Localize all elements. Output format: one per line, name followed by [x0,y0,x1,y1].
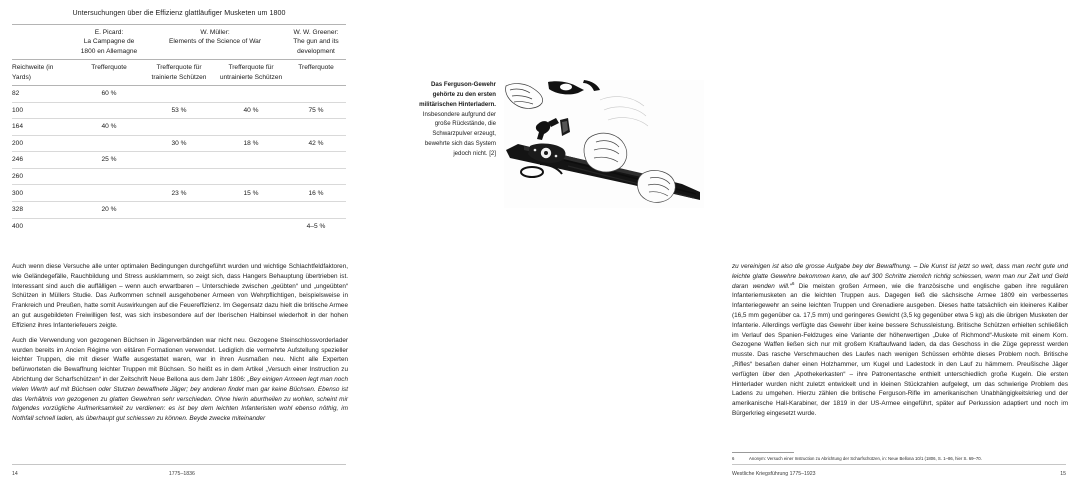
running-head-right: Westliche Kriegsführung 1775–1923 [732,471,816,477]
running-head-left: 1775–1836 [168,471,195,477]
footnote-text: Anonym: Versuch einer Instruction zu Abrichtung der Scharfschützen, in: Neue Bellona 10/1 (1806, S. 1–86, hier S. 69–70. [749,456,982,462]
column-header-picard-rate: Trefferquote [76,60,144,86]
cell-greener [288,86,346,103]
cell-greener: 16 % [288,185,346,202]
cell-picard [76,102,144,119]
table-row [12,185,346,202]
cell-range: 328 [12,202,76,219]
paragraph-left-2-quote: „Bey einigen Armeen legt man noch vielen Werth auf mit Büchsen oder Stutzen bewaffnete Jäger; bey anderen findet man gar keine Büchsen. Ebenso ist das Verhältnis von gezogenen zu glatten Gewehren sehr verschieden. Ohne hierin aburtheilen zu wohlen, scheint mir folgendes vorzügliche Aufmerksamkeit zu verdienen: es ist bey dem leichten Infanteristen wohl ebenso nöthig, im Nothfall schnell laden, als überhaupt gut schiessen zu können. Beyde zwecke miteinander [12,375,348,423]
cell-trained [144,152,216,169]
cell-picard [76,135,144,152]
cell-picard [76,218,144,234]
table-source-header-row [12,25,346,60]
page-number-right: 15 [1060,471,1066,477]
page-left [0,0,360,495]
ferguson-rifle-engraving-icon [504,80,704,208]
source-mueller [144,25,288,60]
column-header-trained-rate: Trefferquote für trainierte Schützen [144,60,216,86]
footnote-marker: 6 [791,280,795,286]
paragraph-right-1-text: Die meisten großen Armeen, wie die französische und englische gaben ihre regulären Infanteriemusketen an die leichten Truppen aus. Dagegen ließ die sächsische Armee 1809 ein verbessertes Infanteriegewehr an seine leichten Truppen und Grenadiere ausgeben. Dieses hatte tatsächlich ein kleineres Kaliber (16,5 mm gegenüber ca. 17,5 mm) und geringeres Gewicht (3,5 kg gegenüber etwa 5 kg) als die übrigen Musketen der Infanterie. Allerdings verfügte das Gewehr über keine bessere Schussleistung. Britische Schützen erhielten schließlich im Verlauf des Spanien-Feldzuges eine Variante der höherwertigen „Duke of Richmond“-Muskete mit einem Korn. Gezogene Waffen ließen sich nur mit großem Kraftaufwand laden, da das Geschoss in die Züge gepresst werden musste. Das rasche Verschmauchen des Laufes nach wenigen Schüssen erhöhte dieses Problem noch. Britische „Rifles“ besaßen daher einen Holzhammer, um Kugel und Ladestock in den Lauf zu hämmern. Preußische Jäger verfügten über den „Apothekerkasten“ – ihre Patronentasche enthielt unterschiedlich große Kugeln. Die ersten Hinterlader wurden nicht zuletzt entwickelt und in kleinen Stückzahlen aufgelegt, um das schwierige Problem des Ladens zu umgehen. Hierzu zählen die britische Ferguson-Rifle im amerikanischen Unabhängigkeitskrieg und der amerikanische Hall-Karabiner, der 1819 in der US-Armee eingeführt, später auf Perkussion adaptiert und noch im Bürgerkrieg eingesetzt wurde. [732,282,1068,417]
cell-greener [288,119,346,136]
cell-picard: 25 % [76,152,144,169]
cell-untrained [216,152,288,169]
table-row [12,152,346,169]
cell-untrained [216,202,288,219]
paragraph-left-2 [12,336,348,424]
musket-efficiency-table [12,24,346,234]
source-picard-work: La Campagne de 1800 en Allemagne [80,38,138,55]
figure-illustration [504,80,704,208]
cell-greener [288,202,346,219]
cell-trained [144,119,216,136]
cell-untrained: 40 % [216,102,288,119]
table-column-header-row [12,60,346,86]
cell-range: 260 [12,168,76,185]
cell-untrained [216,168,288,185]
cell-range: 100 [12,102,76,119]
source-picard [76,25,144,60]
footnote-number: 6 [732,456,735,462]
cell-greener: 42 % [288,135,346,152]
cell-trained: 53 % [144,102,216,119]
body-text-right-column [732,262,1068,424]
footer-right [732,471,1066,487]
footnote-rule [732,452,794,453]
cell-untrained [216,218,288,234]
cell-picard: 60 % [76,86,144,103]
footer-left-rule [12,464,346,465]
footer-right-rule [732,464,1066,465]
cell-greener [288,152,346,169]
cell-untrained [216,119,288,136]
column-header-range: Reichweite (in Yards) [12,60,76,86]
cell-picard [76,168,144,185]
table-row [12,218,346,234]
cell-untrained [216,86,288,103]
cell-picard: 20 % [76,202,144,219]
figure-ferguson-rifle [414,80,708,208]
footer-left [12,471,346,487]
cell-greener [288,168,346,185]
source-mueller-name: W. Müller: [200,29,230,37]
cell-untrained: 18 % [216,135,288,152]
source-picard-name: E. Picard: [94,29,124,37]
paragraph-right-quote-continued: zu vereinigen ist also die grosse Aufgabe bey der Bewaffnung. – Die Kunst ist jetzt so weit, dass man recht gute und leichte glatte Gewehre bekommen kann, die auf 300 Schritte ziemlich richtig schiessen, wenn man nur Zeit und Geld daran wenden will.“ [732,263,1068,290]
source-greener [288,25,346,60]
cell-range: 300 [12,185,76,202]
cell-trained: 23 % [144,185,216,202]
table-row [12,102,346,119]
cell-picard [76,185,144,202]
column-header-untrained-rate: Trefferquote für untrainierte Schützen [216,60,288,86]
table-title: Untersuchungen über die Effizienz glattläufiger Musketen um 1800 [72,9,286,17]
source-greener-work: The gun and its development [293,38,339,55]
source-mueller-work: Elements of the Science of War [168,38,262,46]
cell-trained [144,168,216,185]
cell-range: 164 [12,119,76,136]
cell-trained [144,86,216,103]
cell-trained [144,202,216,219]
cell-trained [144,218,216,234]
paragraph-left-2-lead: Auch die Verwendung von gezogenen Büchsen in Jägerverbänden war nicht neu. Gezogene Steinschlossvorderlader wurden bereits im Ancien Régime von elitären Formationen verwendet. Lediglich die vermehrte Aufstellung spezieller leichter Truppen, die mit dieser Waffe ausgestattet waren, war in ihren Ausmaßen neu. Nicht alle Experten befürworteten die Bewaffnung leichter Truppen mit Büchsen. So heißt es in dem Artikel „Versuch einer Instruction zu Abrichtung der Scharfschützen“ in der Zeitschrift Neue Bellona aus dem Jahr 1806: [12,336,348,383]
figure-caption [414,80,496,208]
footnote-block [732,452,1068,463]
table-row [12,135,346,152]
page-right [360,0,1068,495]
cell-range: 246 [12,152,76,169]
paragraph-right-1 [732,262,1068,419]
cell-greener: 4–5 % [288,218,346,234]
body-text-left-column [12,262,348,424]
paragraph-left-1: Auch wenn diese Versuche alle unter optimalen Bedingungen durchgeführt wurden und wichtige Schlachtfeldfaktoren, wie Geländegefälle, Rauchbildung und Stress ausklammern, so zeigt sich, dass Hangers Behauptung übertrieben ist. Interessant sind auch die auffälligen – wenn auch erwartbaren – Unterschiede zwischen „geübten“ und „ungeübten“ Schützen in Müllers Studie. Das Aufkommen schnell ausgehobener Armeen von Wehrpflichtigen, beispielsweise in Frankreich und Preußen, hatte somit Auswirkungen auf die Feuereffizienz. Im Gegensatz dazu hielt die britische Armee an gut ausgebildeten Freiwilligen fest, was sich insbesondere auf der Iberischen Halbinsel wiederholt in der hohen Effizienz ihres Infanteriefeuers zeigte. [12,263,348,329]
cell-untrained: 15 % [216,185,288,202]
table-row [12,202,346,219]
cell-picard: 40 % [76,119,144,136]
source-greener-name: W. W. Greener: [293,29,339,37]
figure-caption-lead: Das Ferguson-Gewehr gehörte zu den ersten militärischen Hinterladern. [419,81,496,108]
table-row [12,86,346,103]
cell-trained: 30 % [144,135,216,152]
column-header-greener-rate: Trefferquote [288,60,346,86]
table-body [12,86,346,234]
cell-range: 400 [12,218,76,234]
figure-caption-rest: Insbesondere aufgrund der große Rückstände, die Schwarzpulver erzeugt, bewehrte sich das System jedoch nicht. [2] [422,110,496,158]
cell-greener: 75 % [288,102,346,119]
page-number-left: 14 [12,471,18,477]
table-row [12,168,346,185]
cell-range: 200 [12,135,76,152]
source-blank-cell [12,25,76,60]
table-row [12,119,346,136]
cell-range: 82 [12,86,76,103]
